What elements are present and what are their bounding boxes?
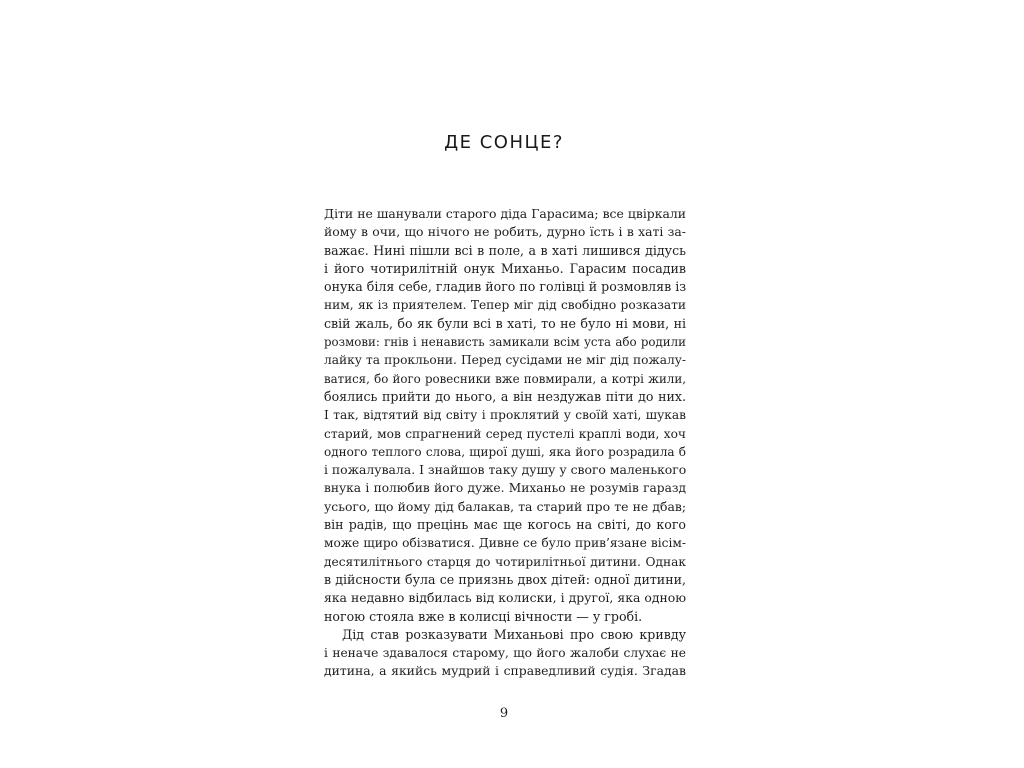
page-number: 9: [499, 706, 509, 721]
text-line: боялись прийти до нього, а він нездужав піти до них.: [324, 388, 686, 404]
text-line: десятилітнього старця до чотирилітньої дитини. Однак: [324, 554, 686, 569]
text-line: усього, що йому дід балакав, та старий про те не дбав;: [324, 498, 686, 514]
text-line: важає. Нині пішли всі в поле, а в хаті лишився дідусь: [324, 242, 686, 258]
text-line: ним, як із приятелем. Тепер міг дід свобідно розказати: [324, 298, 686, 313]
text-line: ногою стояла вже в колисці вічности — у гробі.: [324, 608, 643, 624]
text-line: і неначе здавалося старому, що його жалоби слухає не: [324, 646, 686, 661]
text-line: Діти не шанували старого діда Гарасима; все цвіркали: [324, 206, 686, 221]
text-line: розмови: гнів і ненависть замикали всім уста або родили: [324, 335, 686, 350]
body-text: [324, 205, 686, 681]
text-line: І так, відтятий від світу і проклятий у своїй хаті, шукав: [324, 408, 686, 423]
text-line: в дійсности була се приязнь двох дітей: одної дитини,: [324, 571, 686, 587]
text-line: внука і полюбив його дуже. Миханьо не розумів гаразд: [324, 481, 686, 496]
text-line: він радів, що прецінь має ще когось на світі, до кого: [324, 517, 686, 533]
text-line: може щиро обізватися. Дивне се було прив’язане вісім-: [324, 536, 686, 551]
text-line: ватися, бо його ровесники вже повмирали, а котрі жили,: [324, 371, 686, 386]
text-line: дитина, а якийсь мудрий і справедливий судія. Згадав: [324, 663, 686, 679]
text-line: старий, мов спрагнений серед пустелі краплі води, хоч: [324, 426, 686, 441]
text-line: йому в очи, що нічого не робить, дурно їсть і в хаті за-: [324, 224, 686, 240]
text-line: яка недавно відбилась від колиски, і другої, яка одною: [324, 590, 686, 606]
text-line: онука біля себе, гладив його по голівці й розмовляв із: [324, 279, 686, 295]
text-line: свій жаль, бо як були всі в хаті, то не було ні мови, ні: [324, 315, 686, 331]
text-line: і пожалувала. І знайшов таку душу у свого маленького: [324, 462, 686, 478]
text-line: одного теплого слова, щирої душі, яка його розрадила б: [324, 444, 686, 459]
text-line: Дід став розказувати Миханьові про свою кривду: [342, 626, 686, 642]
chapter-title: ДЕ СОНЦЕ?: [444, 132, 564, 153]
text-line: і його чотирилітній онук Миханьо. Гарасим посадив: [324, 260, 686, 276]
text-line: лайку та прокльони. Перед сусідами не міг дід пожалу-: [324, 353, 686, 368]
